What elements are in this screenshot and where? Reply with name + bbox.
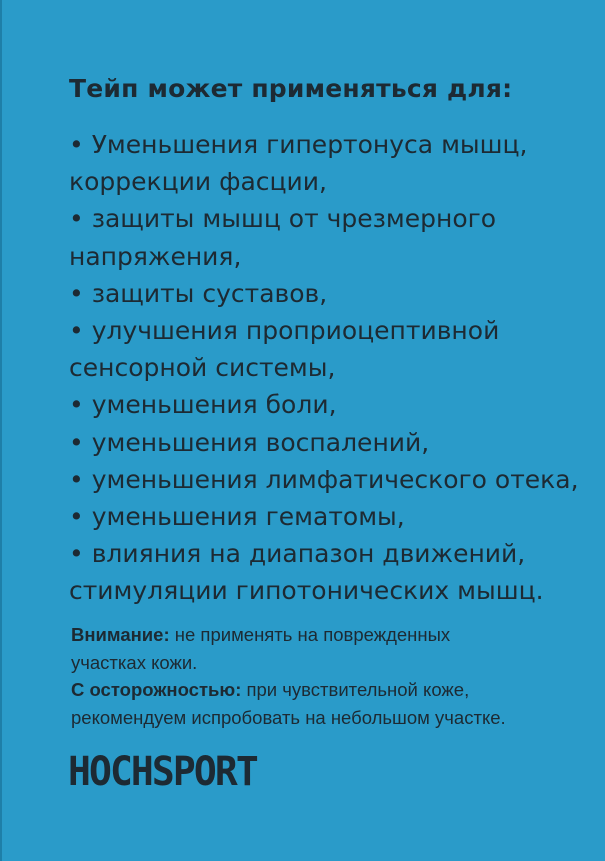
brand-logo: HOCHSPORT: [68, 749, 257, 795]
list-line: • защиты суставов,: [69, 278, 328, 308]
warning-text: не применять на поврежденных: [169, 624, 451, 645]
list-line: • защиты мышц от чрезмерного: [69, 204, 497, 234]
caution-text: при чувствительной коже,: [241, 679, 470, 700]
warning-line: [71, 621, 591, 649]
left-edge-divider: [0, 0, 2, 861]
list-line: • уменьшения гематомы,: [69, 502, 405, 532]
usage-list: [69, 126, 599, 610]
warnings-block: [71, 621, 591, 731]
list-line: • уменьшения лимфатического отека,: [69, 464, 579, 494]
caution-line-continued: рекомендуем испробовать на небольшом участке.: [71, 706, 506, 728]
list-line: сенсорной системы,: [69, 353, 336, 383]
list-line: стимуляции гипотонических мышц.: [69, 576, 544, 606]
list-line: • влияния на диапазон движений,: [69, 539, 526, 569]
list-line: • уменьшения боли,: [69, 390, 337, 420]
page-title: Тейп может применяться для:: [69, 74, 513, 103]
caution-line: [71, 676, 591, 704]
list-line: • улучшения проприоцептивной: [69, 316, 500, 346]
warning-line-continued: участках кожи.: [71, 651, 198, 673]
list-line: коррекции фасции,: [69, 167, 327, 197]
caution-label: С осторожностью:: [71, 679, 242, 700]
list-line: напряжения,: [69, 241, 242, 271]
list-line: • уменьшения воспалений,: [69, 427, 430, 457]
warning-label: Внимание:: [71, 624, 170, 645]
list-line: • Уменьшения гипертонуса мышц,: [69, 130, 528, 159]
